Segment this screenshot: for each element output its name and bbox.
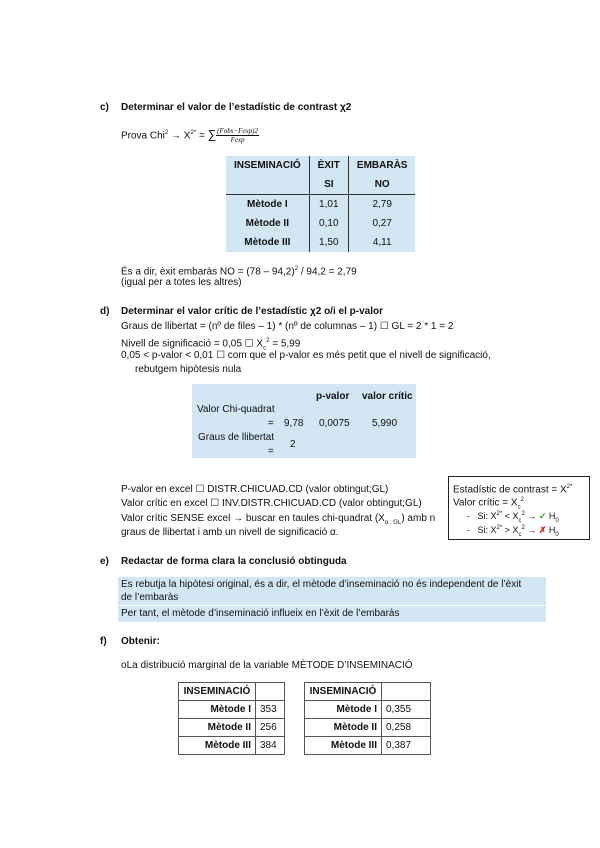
table-header-exit: ÈXIT xyxy=(309,156,348,175)
row-label: Mètode I xyxy=(226,195,309,215)
rule-h: H xyxy=(548,525,556,535)
rule-b: > X xyxy=(502,525,519,535)
frac-denominator: Fexp xyxy=(230,136,245,145)
rule-sup-star: 2* xyxy=(496,525,503,531)
marginal-item xyxy=(121,660,413,672)
table-header-embaras: EMBARÀS xyxy=(356,160,408,171)
row1-label-b: = xyxy=(268,418,274,429)
row1-value: 9,78 xyxy=(284,418,304,429)
abs-row-value: 384 xyxy=(256,737,285,755)
abs-header: INSEMINACIÓ xyxy=(179,683,256,701)
row2-label-b: = xyxy=(268,446,274,457)
chi-results-table xyxy=(192,384,416,458)
table-header-inseminacio: INSEMINACIÓ xyxy=(226,156,309,175)
box-sub-c: c xyxy=(517,504,521,511)
cross-icon: ✗ xyxy=(538,525,547,535)
nivell-sub-c: c xyxy=(263,345,267,352)
col-pvalor: p-valor xyxy=(316,391,350,402)
box-sup-2: 2 xyxy=(520,497,524,503)
note-text-a: És a dir, èxit embaràs NO = (78 – 94,2) xyxy=(121,266,295,278)
conclusion-box-2 xyxy=(118,606,546,622)
rule-sup-2: 2 xyxy=(521,511,525,517)
table-row xyxy=(305,701,431,719)
formula-sup-2: 2 xyxy=(164,130,169,136)
rule-h: H xyxy=(548,511,556,521)
sense-excel-text: Valor crític SENSE excel → buscar en taules chi-quadrat (X xyxy=(121,513,385,524)
marginal-rel-table xyxy=(304,682,431,755)
rel-row-value: 0,258 xyxy=(382,719,431,737)
excel-pvalor-line: P-valor en excel ☐ DISTR.CHICUAD.CD (valor obtingut;GL) xyxy=(121,484,389,495)
rule-sup-2: 2 xyxy=(521,525,525,531)
box-estadistic-text: Estadístic de contrast = X xyxy=(453,484,567,496)
rule-sub-0: 0 xyxy=(555,517,559,524)
abs-row-label: Mètode II xyxy=(179,719,256,737)
table-subheader-empty xyxy=(226,175,309,195)
section-d-title: Determinar el valor crític de l’estadístic χ2 o/i el p-valor xyxy=(121,306,383,317)
box-bullet: - xyxy=(467,511,470,521)
row-si: 0,10 xyxy=(309,214,348,233)
rule-sub-0: 0 xyxy=(555,531,559,538)
frac-numerator: (Fobs−Fexp)2 xyxy=(217,127,259,136)
conclusion-1-line-a: Es rebutja la hipòtesi original, és a dir, el mètode d’inseminació no és independent de l’èxit xyxy=(121,579,522,590)
col-valor-critic: valor crític xyxy=(362,391,413,402)
marginal-abs-table xyxy=(178,682,285,755)
box-sup-star: 2* xyxy=(566,484,573,490)
decision-rule-box xyxy=(448,476,590,540)
nivell-text: Nivell de significació = 0,05 ☐ X xyxy=(121,338,264,350)
section-c-title: Determinar el valor de l’estadístic de contrast χ2 xyxy=(121,102,352,113)
box-bullet: - xyxy=(467,525,470,535)
rebutgem-line: rebutgem hipòtesis nula xyxy=(135,364,242,375)
row1-pvalor: 0,0075 xyxy=(319,418,350,429)
row-si: 1,01 xyxy=(309,195,348,215)
rel-header: INSEMINACIÓ xyxy=(305,683,382,701)
row1-critic: 5,990 xyxy=(372,418,398,429)
row-si: 1,50 xyxy=(309,233,348,252)
section-e-label: e) xyxy=(100,556,109,567)
section-f-title: Obtenir: xyxy=(121,636,160,647)
excel-critic-line: Valor crític en excel ☐ INV.DISTR.CHICUAD.CD (valor obtingut;GL) xyxy=(121,498,422,509)
chi-fraction xyxy=(216,127,259,144)
pvalor-line: 0,05 < p-valor < 0,01 ☐ com que el p-valor es més petit que el nivell de significació, xyxy=(121,350,491,361)
nivell-sup-2: 2 xyxy=(266,338,270,344)
sum-sign: ∑ xyxy=(207,127,217,142)
rel-row-value: 0,355 xyxy=(382,701,431,719)
rel-header-empty xyxy=(382,683,431,701)
table-row xyxy=(226,195,415,215)
rule-a: Si: X xyxy=(477,511,497,521)
table-row xyxy=(179,701,285,719)
table-row xyxy=(226,233,415,252)
nivell-end: = 5,99 xyxy=(269,338,301,350)
prova-prefix: Prova Chi xyxy=(121,130,165,142)
graus-nivell-line: graus de llibertat i amb un nivell de significació α. xyxy=(121,527,339,538)
row-no: 4,11 xyxy=(372,237,392,248)
section-f-label: f) xyxy=(100,636,107,647)
sense-excel-end: ) amb n xyxy=(401,513,436,524)
note-text-b: / 94,2 = 2,79 xyxy=(298,266,357,278)
section-d-label: d) xyxy=(100,306,110,317)
graus-llibertat-line: Graus de llibertat = (nº de files – 1) * (nº de columnas – 1) ☐ GL = 2 * 1 = 2 xyxy=(121,321,454,332)
abs-row-value: 256 xyxy=(256,719,285,737)
box-critic-text: Valor crític = X xyxy=(453,497,518,509)
box-rule-reject xyxy=(467,522,559,541)
rule-sub-c: c xyxy=(518,517,522,524)
rule-arrow: → xyxy=(524,511,537,521)
rule-sub-c: c xyxy=(518,531,522,538)
formula-sup-star: 2* xyxy=(190,130,197,136)
rule-sup-star: 2* xyxy=(496,511,503,517)
bullet-icon: o xyxy=(121,660,127,671)
rel-row-label: Mètode II xyxy=(305,719,382,737)
abs-header-empty xyxy=(256,683,285,701)
chi-contributions-table xyxy=(226,156,415,252)
row1-label-a: Valor Chi-quadrat xyxy=(197,404,275,415)
note-sup-2: 2 xyxy=(294,266,299,272)
row-no: 2,79 xyxy=(372,199,392,210)
sense-excel-sub: α ; GL xyxy=(384,520,402,526)
row-label: Mètode III xyxy=(226,233,309,252)
conclusion-2-text: Per tant, el mètode d’inseminació influeix en l’èxit de l’embaràs xyxy=(121,608,400,619)
table-row xyxy=(179,719,285,737)
note-line-2: (igual per a totes les altres) xyxy=(121,277,242,288)
rel-row-label: Mètode III xyxy=(305,737,382,755)
rel-row-value: 0,387 xyxy=(382,737,431,755)
conclusion-box-1 xyxy=(118,577,546,605)
check-icon: ✓ xyxy=(538,511,547,521)
prova-eq: = xyxy=(198,130,205,142)
chi-formula xyxy=(121,127,259,144)
abs-row-label: Mètode I xyxy=(179,701,256,719)
section-c-label: c) xyxy=(100,102,109,113)
rel-row-label: Mètode I xyxy=(305,701,382,719)
row-label: Mètode II xyxy=(226,214,309,233)
section-e-title: Redactar de forma clara la conclusió obtinguda xyxy=(121,556,347,567)
prova-arrow: → X xyxy=(171,130,191,142)
rule-b: < X xyxy=(502,511,519,521)
table-row xyxy=(305,737,431,755)
abs-row-value: 353 xyxy=(256,701,285,719)
table-subheader-no: NO xyxy=(348,175,415,195)
abs-row-label: Mètode III xyxy=(179,737,256,755)
row2-value: 2 xyxy=(290,439,296,450)
row2-label-a: Graus de llibertat xyxy=(198,432,275,443)
marginal-item-text: La distribució marginal de la variable MÈTODE D’INSEMINACIÓ xyxy=(126,660,413,671)
table-row xyxy=(305,719,431,737)
rule-arrow: → xyxy=(524,525,537,535)
table-subheader-si: SI xyxy=(309,175,348,195)
conclusion-1-line-b: de l’embaràs xyxy=(121,592,179,603)
row-no: 0,27 xyxy=(372,218,392,229)
table-row xyxy=(179,737,285,755)
rule-a: Si: X xyxy=(477,525,497,535)
table-row xyxy=(226,214,415,233)
